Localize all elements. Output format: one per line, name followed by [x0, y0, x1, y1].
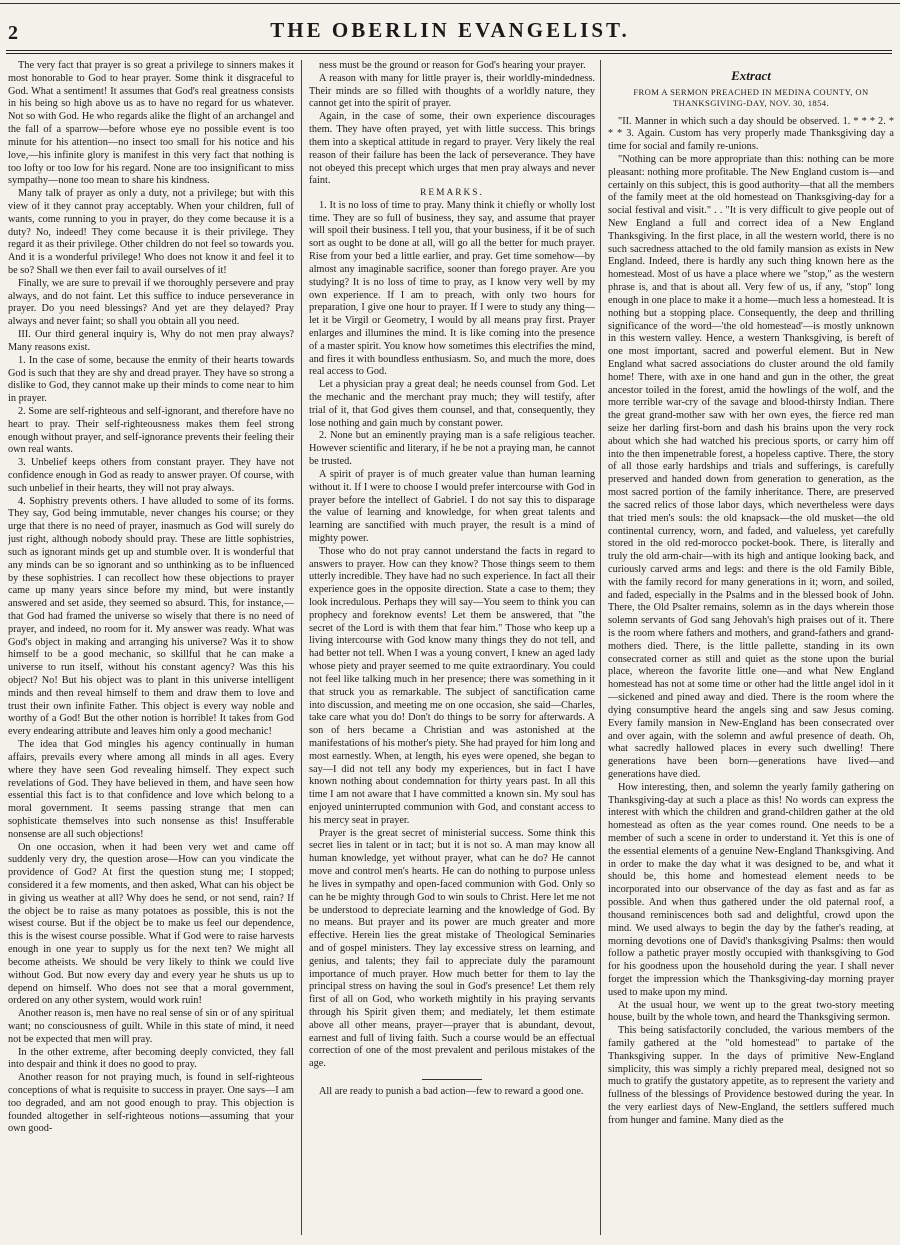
paragraph: Those who do not pray cannot understand the facts in regard to answers to prayer. How can they know? Those things seem to them utterly incredible. They have had no such experience. In fact all their experience goes in the opposite direction. State a case to them; they look incredulous. Perhaps they will say—You seem to think you can prophecy and foreknow events! Let them be answered, that "the secret of the Lord is with them that fear him." Those who keep up a living intercourse with God know many things they do not tell, and had better not tell. When I was a young convert, I knew an aged lady whose piety and prayer seemed to me quite extraordinary. You could not feel like talking much in her presence; there was something in it that struck you as remarkable. The subject of sanctification came into discussion, and meeting me on one occasion, she said—Charles, take care what you do! Don't do things to be sorry for afterwards. A son of hers became a Christian and was astonished at the manifestations of his mother's piety. She had prayed for him long and most earnestly. When, at length, his eyes were opened, she began to say—I did not tell any body my experiences, but in fact I have known nothing about condemnation for thirty years past. In all this time I am not aware that I have committed a known sin. My soul has enjoyed uninterrupted communion with God, and constant access to his mercy seat in prayer. — [309, 545, 595, 826]
paragraph: Another reason for not praying much, is found in self-righteous conceptions of what is requisite to success in prayer. One says—I am too degraded, and am not good enough to pray. This objection is founded altogether in self-righteous notions—assuming that your own good- — [8, 1072, 294, 1135]
masthead-title: THE OBERLIN EVANGELIST. — [270, 18, 630, 42]
closing-line: All are ready to punish a bad action—few to reward a good one. — [319, 1086, 584, 1098]
extract-title: Extract — [731, 68, 771, 83]
column-divider — [301, 60, 302, 1235]
paragraph: Let a physician pray a great deal; he needs counsel from God. Let the mechanic and the merchant pray much; they will testify, after trial of it, that God gives them counsel, and that, consequently, they lose nothing and gain much by constant power. — [309, 379, 595, 429]
paragraph: In the other extreme, after becoming deeply convicted, they fall into despair and think it does no good to pray. — [8, 1046, 294, 1071]
paragraph: 3. Unbelief keeps others from constant prayer. They have not confidence enough in God as ready to answer prayer. Of course, with such unbelief in their hearts, they will not pray always. — [8, 457, 294, 494]
paragraph: 4. Sophistry prevents others. I have alluded to some of its forms. They say, God being immutable, never changes his course; or they urge that there is no need of prayer, inasmuch as God will surely do just right, although nobody should pray. These are little sophistries, such as ignorant minds get up and stumble over. It is wonderful that any minds can be so ignorant and so unthinking as to be influenced by these sophistries. I can recollect how these objections to prayer came up many years since before my mind, but were instantly answered and set aside, they seemed so absurd. This, for instance,—that God had framed the universe so wisely that there is no need of prayer, and indeed, no room for it. My answer was ready. What was God's object in making and arranging his universe? Was it to show himself to be a good mechanic, so skillful that he can make a universe to run itself, without his constant agency? Was this his object? No! But his object was to plant in this universe intelligent minds and then reveal himself to them and draw them to love and trust their own infinite Father. This object is every way noble and worthy of a God! But the other notion is horrible! It takes from God every endearing attribute and leaves him only a good mechanic! — [8, 495, 294, 738]
paragraph: At the usual hour, we went up to the great two-story meeting house, built by the whole town, and heard the Thanksgiving sermon. — [608, 999, 894, 1024]
paragraph: How interesting, then, and solemn the yearly family gathering on Thanksgiving-day at such a place as this! No words can express the interest with which the children and grand-children gather at the old homestead as often as the year comes round. One needs to be a member of such a scene in order to understand it. Yet this is one of the essential elements of a genuine New-England Thanksgiving. And in order to make the day what it was designed to be, and what it should be, this home and homestead element needs to be incorporated into our observance of the day as fast and as far as possible. And when thus gathered under the old paternal roof, a thousand reminiscences both sad and delightful, crowd upon the mind. We used always to begin the day by the father's reading, at morning devotions one of David's thanksgiving Psalms: then would follow a pathetic prayer mostly occupied with thanksgiving to God for his goodness upon the household during the year. I shall never forget the impression which the Thanksgiving-day morning prayer used to make upon my mind. — [608, 781, 894, 998]
top-rule — [0, 3, 900, 4]
masthead-rule — [6, 53, 892, 54]
paragraph: ness must be the ground or reason for God's hearing your prayer. — [319, 60, 586, 71]
column-3 — [608, 60, 894, 1235]
masthead-rule — [6, 50, 892, 51]
paragraph: The very fact that prayer is so great a privilege to sinners makes it most honorable to God to hear prayer. Some think it disgraceful to God. What a sentiment! It assumes that God's real greatness consists in his being so high above us as to have no regard for us whatever. Not so with God. He who regards alike the flight of an archangel and the fall of a sparrow—before whose eye no possible event is too minute for his attention—no insect too small for his notice and his love,—his infinite glory is manifest in this very fact that nothing is too lofty or too low for his regard. None are too insignificant to miss sympathy—none too mean to share his kindness. — [8, 60, 294, 187]
extract-source: FROM A SERMON PREACHED IN MEDINA COUNTY, ON THANKSGIVING-DAY, NOV. 30, 1854. — [633, 87, 869, 109]
page-number: 2 — [8, 22, 18, 44]
section-separator — [422, 1079, 482, 1080]
paragraph: A reason with many for little prayer is, their worldly-mindedness. Their minds are so filled with thoughts of a worldly nature, they cannot get into the spirit of prayer. — [309, 72, 595, 110]
column-divider — [600, 60, 601, 1235]
column-1 — [8, 60, 294, 1235]
remarks-heading: REMARKS. — [420, 188, 484, 199]
paragraph: 1. It is no loss of time to pray. Many think it chiefly or wholly lost time. They are so full of business, they say, and assume that prayer will spoil their business. I tell you, that your business, if it be of such sort as ought to be done at all, will go all the better for much prayer. Rise from your bed a little earlier, and pray. Get time somehow—by almost any imaginable sacrifice, sooner than forego prayer. Are you studying? It is no loss of time to pray, as I know very well by my own experience. If I am to preach, with only two hours for preparation, I give one hour to prayer. If I were to study any thing—let it be Virgil or Geometry, I would by all means pray first. Prayer enlarges and illumines the mind. It is like coming into the presence of a master spirit. You know how sometimes this electrifies the mind, and fires it with boundless enthusiasm. So, and much the more, does real access to God. — [309, 199, 595, 378]
paragraph: Many talk of prayer as only a duty, not a privilege; but with this view of it they cannot pray acceptably. When your children, full of wants, come running to you in prayer, do they come because it is a duty? No, indeed! They come because it is their privilege. They regard it as their privilege. Other children do not feel so towards you. And it is a wonderful privilege! Who does not know it and feel it to be so? Shall we then ever fail to avail ourselves of it! — [8, 188, 294, 276]
paragraph: "II. Manner in which such a day should be observed. 1. * * * 2. * * * 3. Again. Custom has very properly made Thanksgiving day a time for social and family re-unions. — [608, 115, 894, 153]
paragraph: Again, in the case of some, their own experience discourages them. They have often prayed, yet with little success. This brings them into a skeptical attitude in regard to prayer. Very likely the real reason of their failure has been the lack of perseverance. They have not obeyed this precept which urges that men pray always and never faint. — [309, 111, 595, 187]
paragraph: III. Our third general inquiry is, Why do not men pray always? Many reasons exist. — [8, 329, 294, 353]
paragraph: Prayer is the great secret of ministerial success. Some think this secret lies in talent or in tact; but it is not so. A man may know all human knowledge, yet without prayer, what can he do? He cannot move and control men's hearts. He can do nothing to purpose unless he lives in sympathy and open-faced communion with God. Only so can he be mighty through God to win souls to Christ. Here let me not be understood to depreciate learning and the knowledge of God. By no means. But prayer and its power are much greater and more effective. Herein lies the great mistake of Theological Seminaries and of gospel ministers. They lay excessive stress on learning, and genius, and talents; they fail to appreciate duly the paramount importance of much prayer. How much better for them to lay the principal stress on having the soul in God's presence! Let them rely first of all on God, who worketh mightily in his praying servants through his Spirit given them; and mediately, let them estimate above all other means, prayer—prayer that is abundant, devout, earnest and full of living faith. Such a course would be an effectual correction of one of the most prevalent and perilous mistakes of the age. — [309, 827, 595, 1070]
paragraph: Another reason is, men have no real sense of sin or of any spiritual want; no consciousness of guilt. While in this state of mind, it need not be expected that men will pray. — [8, 1008, 294, 1045]
paragraph: 2. Some are self-righteous and self-ignorant, and therefore have no heart to pray. Their self-righteousness makes them feel strong enough without prayer, and self-ignorance prevents their feeling their own real wants. — [8, 405, 294, 456]
column-2 — [309, 60, 595, 1235]
paragraph: "Nothing can be more appropriate than this: nothing can be more pleasant: nothing more profitable. The New England custom is—and certainly on this subject, this is good authority—that all the members of the family meet at the old homestead on Thanksgiving-day for a social festival and visit." . . "It is very difficult to give people out of New England a full and correct idea of a New England Thanksgiving. In the first place, in all the western world, there is no such sacredness attached to the old family mansion as exists in New England. Indeed, there is hardly any such thing known here as the homestead. Most of us have a place where we "stop," as the western phrase is, and that is about all. Very few of us, if any, "stop" long enough in one place to make it a home—much less a homestead. It is nothing but a stopping place. Consequently, the deep and thrilling significance of the word—'the old homestead'—is mostly unknown in this western valley. Hence, a western Thanksgiving, is bereft of one most important, sacred and powerful element. But in New England what sacred associations do cluster around the old family home! There, with axe in one hand and gun in the other, the great ancestor toiled in the forest, amid the howlings of the wolf, and the more terrible war-cry of the savage and blood-thirsty Indian. There the great grand-mother saw with her own eyes, the fierce red man seize her darling first-born and dash his brains upon the very rock about which she had watched his precious sports, or carry him off into the then impenetrable forest, a hopeless captive. There, the story of all those early hardships and trials and sufferings, is carefully preserved and handed down from generation to generation, as the most sacred portion of the family inheritance. There, are preserved the sacred relics of those labor days, which nevertheless were days that tried men's souls: the old knapsack—the old musket—the old continental currency, worn, and faded, and valueless, yet carefully stored in the old red-morocco pocket-book. There, is literally and truly the old arm-chair—with its high and antique looking back, and curiously carved arms and legs: and there is the old Family Bible, with the family record for many generations in it; worn, and soiled, and faded, especially in the Psalms and in the blessed book of John. There, the Old Psalter remains, solemn as in the days wherein those solemn servants of God sang Jehovah's high praises out of it. There is the room where fathers and mothers, and grand-fathers and grand-mothers died. There, is the little pallette, standing in its own consecrated corner as still and quiet as the stone upon the burial place, whereon the favorite little one—and what New England homestead has not at some time or other had the little angel idol in it—sickened and pined away and died. There is the room where the dying consumptive heard the angels sing and saw Jesus coming. Every family mansion in New-England has been consecrated over and over again, with the solemn and awful presence of death. Oh, what sacredly hallowed places in every such dwelling! There generations have been born—generations have lived—and generations have died. — [608, 153, 894, 780]
paragraph: This being satisfactorily concluded, the various members of the family gathered at the "old homestead" to partake of the Thanksgiving supper. In the days of primitive New-England simplicity, this was simply a richly prepared meal, designed not so much to gratify the gustatory appetite, as to represent the variety and fullness of the blessings of Providence bestowed during the year. In the very earliest days of New-England, the settlers suffered much from hunger and famine. Many died as the — [608, 1025, 894, 1126]
paragraph: The idea that God mingles his agency continually in human affairs, prevails every where among all minds in all ages. Every where they have seen God revealing himself. They expect such revelations of God. They have believed in them, and have seen how essential this fact is to that confidence and love which belong to a moral government. It seems passing strange that men can sophisticate themselves into such nonsense as this! Insufferable nonsense are all such objections! — [8, 739, 294, 840]
paragraph: Finally, we are sure to prevail if we thoroughly persevere and pray always, and do not faint. Let this suffice to induce perseverance in prayer. Do you need blessings? And yet are they delayed? Pray always and never faint; so shall you obtain all you need. — [8, 277, 294, 328]
paragraph: 2. None but an eminently praying man is a safe religious teacher. However scientific and literary, if he be not a praying man, he cannot be trusted. — [309, 430, 595, 468]
paragraph: On one occasion, when it had been very wet and came off suddenly very dry, the question arose—How can you vindicate the providence of God? At first the question stung me; I stopped; considered it a few moments, and then asked, What can his object be in giving us weather at all? Why does he send, or not send, rain? If the object be to raise as many potatoes as possible, this is not the wisest course. But if the object be to make us feel our dependence, this is the wisest course possible. What if God were to raise harvests enough in one year to supply us for the next ten? We might all become atheists. We should be very likely to think we could live without God. But now every day and every year he shuts us up to depend on himself. Who does not see that a moral government, ordered on any other system, would work ruin! — [8, 841, 294, 1007]
paragraph: A spirit of prayer is of much greater value than human learning without it. If I were to choose I would prefer intercourse with God in prayer before the intellect of Gabriel. I do not say this to disparage the value of learning and knowledge, for when great talents and learning are sanctified with much prayer, the result is a mind of mighty power. — [309, 468, 595, 544]
paragraph: 1. In the case of some, because the enmity of their hearts towards God is such that they are shy and dread prayer. They have so strong a dislike to God, they cannot make up their minds to come near to him in prayer. — [8, 354, 294, 405]
